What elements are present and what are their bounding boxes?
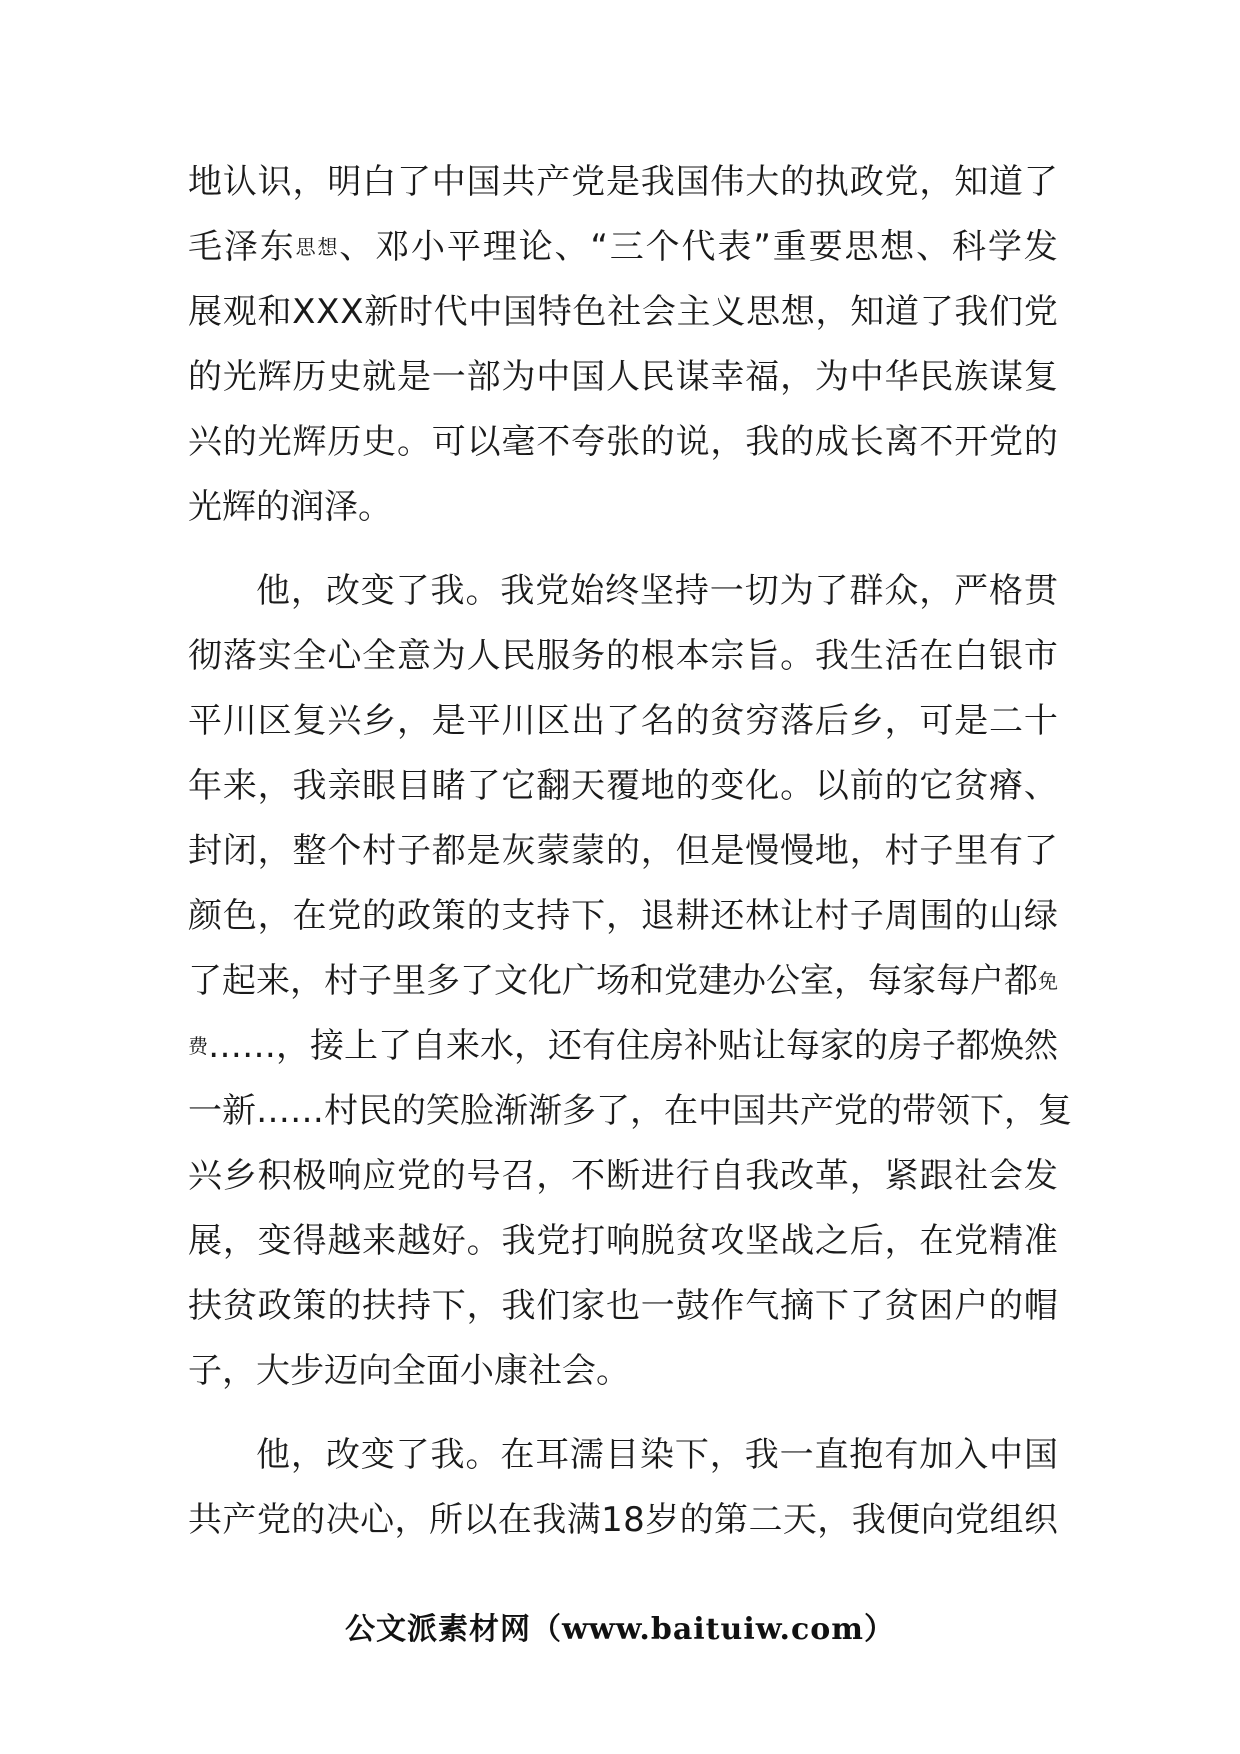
text-line: 子，大步迈向全面小康社会。 bbox=[188, 1351, 630, 1391]
text-line: 地 认 识 ， 明 白 了 中 国 共 产 党 是 我 国 伟 大 的 执 政 党 ， 知 道 了 bbox=[188, 162, 1058, 202]
text-line: 平 川 区 复 兴 乡 ， 是 平 川 区 出 了 名 的 贫 穷 落 后 乡 ， 可 是 二 十 bbox=[188, 701, 1058, 741]
text-line: 彻 落 实 全 心 全 意 为 人 民 服 务 的 根 本 宗 旨 。 我 生 活 在 白 银 市 bbox=[188, 636, 1058, 676]
text-line: 费 … … ， 接 上 了 自 来 水 ， 还 有 住 房 补 贴 让 每 家 的 房 子 都 焕 然 bbox=[188, 1026, 1058, 1066]
footer-source: 公文派素材网（www.baituiw.com） bbox=[344, 1612, 896, 1647]
text-line: 展 观 和 X X X 新 时 代 中 国 特 色 社 会 主 义 思 想 ， 知 道 了 我 们 党 bbox=[188, 292, 1058, 332]
text-line: 封 闭 ， 整 个 村 子 都 是 灰 蒙 蒙 的 ， 但 是 慢 慢 地 ， 村 子 里 有 了 bbox=[188, 831, 1058, 871]
text-line: 兴 的 光 辉 历 史 。 可 以 毫 不 夸 张 的 说 ， 我 的 成 长 离 不 开 党 的 bbox=[188, 422, 1058, 462]
body-text bbox=[188, 150, 1072, 1553]
text-line: 一 新 … … 村 民 的 笑 脸 渐 渐 多 了 ， 在 中 国 共 产 党 的 带 领 下 ， 复 bbox=[188, 1091, 1072, 1131]
text-line: 兴 乡 积 极 响 应 党 的 号 召 ， 不 断 进 行 自 我 改 革 ， 紧 跟 社 会 发 bbox=[188, 1156, 1058, 1196]
text-line: 扶 贫 政 策 的 扶 持 下 ， 我 们 家 也 一 鼓 作 气 摘 下 了 贫 困 户 的 帽 bbox=[188, 1286, 1058, 1326]
text-line: 展 ， 变 得 越 来 越 好 。 我 党 打 响 脱 贫 攻 坚 战 之 后 ， 在 党 精 准 bbox=[188, 1221, 1058, 1261]
text-line: 他 ， 改 变 了 我 。 我 党 始 终 坚 持 一 切 为 了 群 众 ， 严 格 贯 bbox=[256, 571, 1058, 611]
text-line: 毛 泽 东 思 想 、 邓 小 平 理 论 、 “ 三 个 代 表 ” 重 要 思 想 、 科 学 发 bbox=[188, 227, 1058, 267]
text-line: 颜 色 ， 在 党 的 政 策 的 支 持 下 ， 退 耕 还 林 让 村 子 周 围 的 山 绿 bbox=[188, 896, 1058, 936]
text-line: 他 ， 改 变 了 我 。 在 耳 濡 目 染 下 ， 我 一 直 抱 有 加 入 中 国 bbox=[256, 1435, 1058, 1475]
text-line: 的 光 辉 历 史 就 是 一 部 为 中 国 人 民 谋 幸 福 ， 为 中 华 民 族 谋 复 bbox=[188, 357, 1058, 397]
text-line: 共 产 党 的 决 心 ， 所 以 在 我 满 1 8 岁 的 第 二 天 ， 我 便 向 党 组 织 bbox=[188, 1500, 1058, 1540]
text-line: 光辉的润泽。 bbox=[188, 487, 392, 527]
text-line: 了 起 来 ， 村 子 里 多 了 文 化 广 场 和 党 建 办 公 室 ， 每 家 每 户 都 免 bbox=[188, 961, 1058, 1001]
text-line: 年 来 ， 我 亲 眼 目 睹 了 它 翻 天 覆 地 的 变 化 。 以 前 的 它 贫 瘠 、 bbox=[188, 766, 1058, 806]
